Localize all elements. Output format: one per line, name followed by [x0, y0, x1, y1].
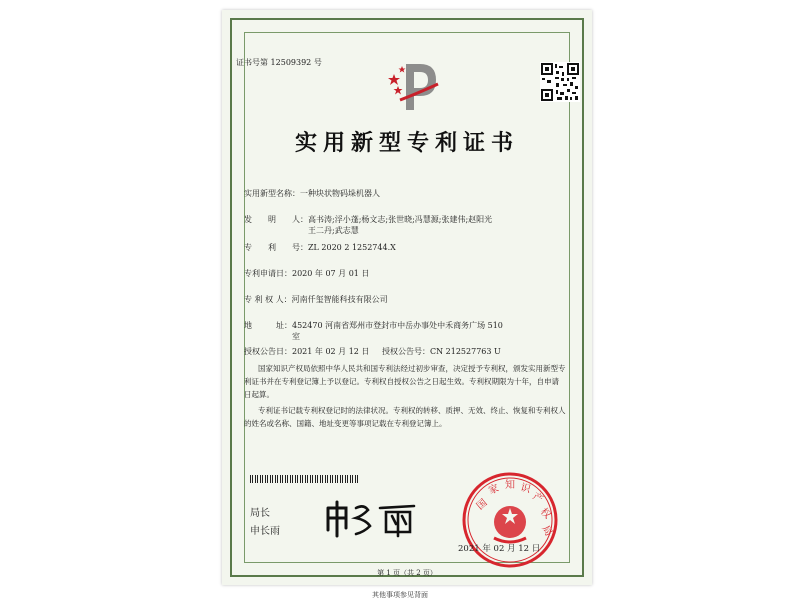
body-paragraph-1: 国家知识产权局依照中华人民共和国专利法经过初步审查，决定授予专利权，颁发实用新型专利证书并在专利登记簿上予以登记。专利权自授权公告之日起生效。专利权期限为十年，自申请日起算。: [244, 364, 566, 399]
svg-text:权: 权: [537, 506, 553, 522]
patentee-value: 河南仟玺智能科技有限公司: [291, 295, 388, 304]
certificate-number: [236, 57, 322, 68]
patentee-row: [244, 294, 388, 305]
patent-number-label: 专 利 号：: [244, 243, 308, 252]
page-number: 第 1 页（共 2 页）: [377, 569, 437, 577]
address-value-line2: 室: [292, 332, 300, 341]
cert-no-suffix: 号: [313, 58, 322, 67]
utility-name-row: [244, 188, 380, 199]
official-seal-icon: [460, 470, 560, 570]
inventor-value-line1: 高书涛;浮小蓬;杨文志;张世晓;冯慧源;张建伟;赵阳光: [308, 215, 493, 224]
grant-number-label: 授权公告号：: [382, 347, 430, 356]
utility-name-label: 实用新型名称：: [244, 189, 300, 198]
apply-date-label: 专利申请日：: [244, 269, 292, 278]
certificate-paper: [222, 10, 592, 585]
seal-date: 2021 年 02 月 12 日: [458, 544, 541, 554]
handwritten-signature: [322, 498, 422, 538]
address-label: 地 址：: [244, 321, 292, 330]
director-name: 申长雨: [250, 526, 280, 537]
svg-text:国: 国: [474, 497, 490, 513]
patent-office-logo-icon: [386, 54, 446, 114]
patent-number-row: [244, 242, 396, 253]
qr-code-icon: [540, 62, 580, 102]
apply-date-value: 2020 年 07 月 01 日: [292, 269, 370, 278]
cert-no-value: 12509392: [270, 58, 312, 67]
address-value: [292, 320, 564, 342]
patentee-label: 专 利 权 人：: [244, 295, 292, 304]
certificate-title: 实用新型专利证书: [294, 131, 519, 156]
patent-number-value: ZL 2020 2 1252744.X: [308, 243, 396, 252]
director-title: 局长: [250, 508, 270, 519]
barcode: [250, 475, 358, 483]
cert-no-label: 证书号第: [236, 58, 268, 67]
svg-text:局: 局: [539, 524, 554, 539]
inventor-label: 发 明 人：: [244, 215, 308, 224]
grant-date-label: 授权公告日：: [244, 347, 292, 356]
footer-note: 其他事项参见背面: [372, 591, 428, 599]
inventor-value-line2: 王二丹;武志慧: [308, 226, 359, 235]
apply-date-row: [244, 268, 369, 279]
svg-text:产: 产: [530, 491, 545, 506]
svg-text:知: 知: [505, 480, 515, 491]
svg-text:家: 家: [487, 483, 501, 497]
address-row: [244, 320, 564, 342]
inventor-value: [308, 214, 564, 236]
address-value-line1: 452470 河南省郑州市登封市中岳办事处中禾商务广场 510: [292, 321, 503, 330]
grant-row: [244, 346, 574, 357]
grant-number-value: CN 212527763 U: [430, 347, 501, 356]
inventor-row: [244, 214, 564, 236]
utility-name-value: 一种块状物码垛机器人: [300, 189, 380, 198]
svg-text:识: 识: [519, 482, 532, 496]
grant-date-value: 2021 年 02 月 12 日: [292, 347, 370, 356]
body-paragraph-2: 专利证书记载专利权登记时的法律状况。专利权的转移、质押、无效、终止、恢复和专利权人的姓名或名称、国籍、地址变更等事项记载在专利登记簿上。: [244, 406, 566, 428]
